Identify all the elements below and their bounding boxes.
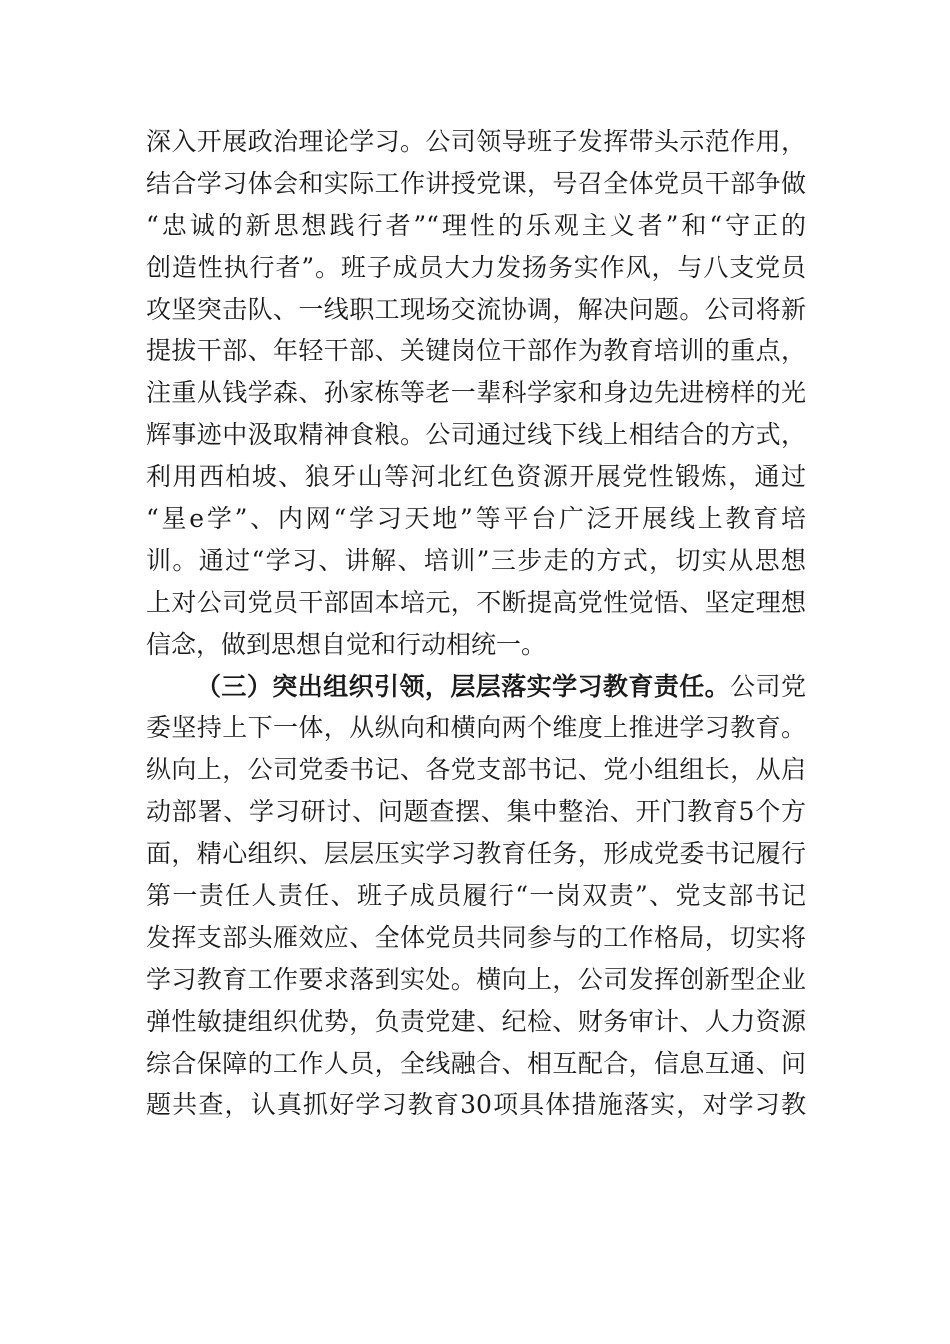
text-line: 面，精心组织、层层压实学习教育任务，形成党委书记履行 xyxy=(146,839,806,869)
document-body xyxy=(146,121,806,1126)
text-line-first xyxy=(146,666,806,708)
text-line: “忠诚的新思想践行者”“理性的乐观主义者”和“守正的 xyxy=(146,210,806,240)
text-line: 综合保障的工作人员，全线融合、相互配合，信息互通、问 xyxy=(146,1048,806,1078)
section-heading: （三）突出组织引领，层层落实学习教育责任。 xyxy=(196,671,731,701)
text-line: 创造性执行者”。班子成员大力发扬务实作风，与八支党员 xyxy=(146,252,806,282)
text-line: 学习教育工作要求落到实处。横向上，公司发挥创新型企业 xyxy=(146,964,806,994)
text-line: 利用西柏坡、狼牙山等河北红色资源开展党性锻炼，通过 xyxy=(146,462,806,492)
text-line: 纵向上，公司党委书记、各党支部书记、党小组组长，从启 xyxy=(146,755,806,785)
text-line: 上对公司党员干部固本培元，不断提高党性觉悟、坚定理想 xyxy=(146,587,806,617)
text-line: “星e学”、内网“学习天地”等平台广泛开展线上教育培 xyxy=(146,504,806,534)
text-line: 信念，做到思想自觉和行动相统一。 xyxy=(146,629,547,659)
text-line: 动部署、学习研讨、问题查摆、集中整治、开门教育5个方 xyxy=(146,797,806,827)
text-line: 辉事迹中汲取精神食粮。公司通过线下线上相结合的方式， xyxy=(146,420,806,450)
text-line: 第一责任人责任、班子成员履行“一岗双责”、党支部书记 xyxy=(146,881,806,911)
text-line: 委坚持上下一体，从纵向和横向两个维度上推进学习教育。 xyxy=(146,713,806,743)
text-line: 题共查，认真抓好学习教育30项具体措施落实，对学习教 xyxy=(146,1090,806,1120)
text-line: 训。通过“学习、讲解、培训”三步走的方式，切实从思想 xyxy=(146,545,806,575)
section-heading-continuation: 公司党 xyxy=(730,671,806,701)
text-line: 发挥支部头雁效应、全体党员共同参与的工作格局，切实将 xyxy=(146,922,806,952)
text-line: 注重从钱学森、孙家栋等老一辈科学家和身边先进榜样的光 xyxy=(146,378,806,408)
text-line: 深入开展政治理论学习。公司领导班子发挥带头示范作用， xyxy=(146,127,806,156)
paragraph-organization xyxy=(146,666,806,1127)
text-line: 结合学习体会和实际工作讲授党课，号召全体党员干部争做 xyxy=(146,168,806,198)
text-line: 提拔干部、年轻干部、关键岗位干部作为教育培训的重点， xyxy=(146,336,806,366)
paragraph-study xyxy=(146,121,806,666)
text-line: 弹性敏捷组织优势，负责党建、纪检、财务审计、人力资源 xyxy=(146,1006,806,1036)
text-line: 攻坚突击队、一线职工现场交流协调，解决问题。公司将新 xyxy=(146,294,806,324)
